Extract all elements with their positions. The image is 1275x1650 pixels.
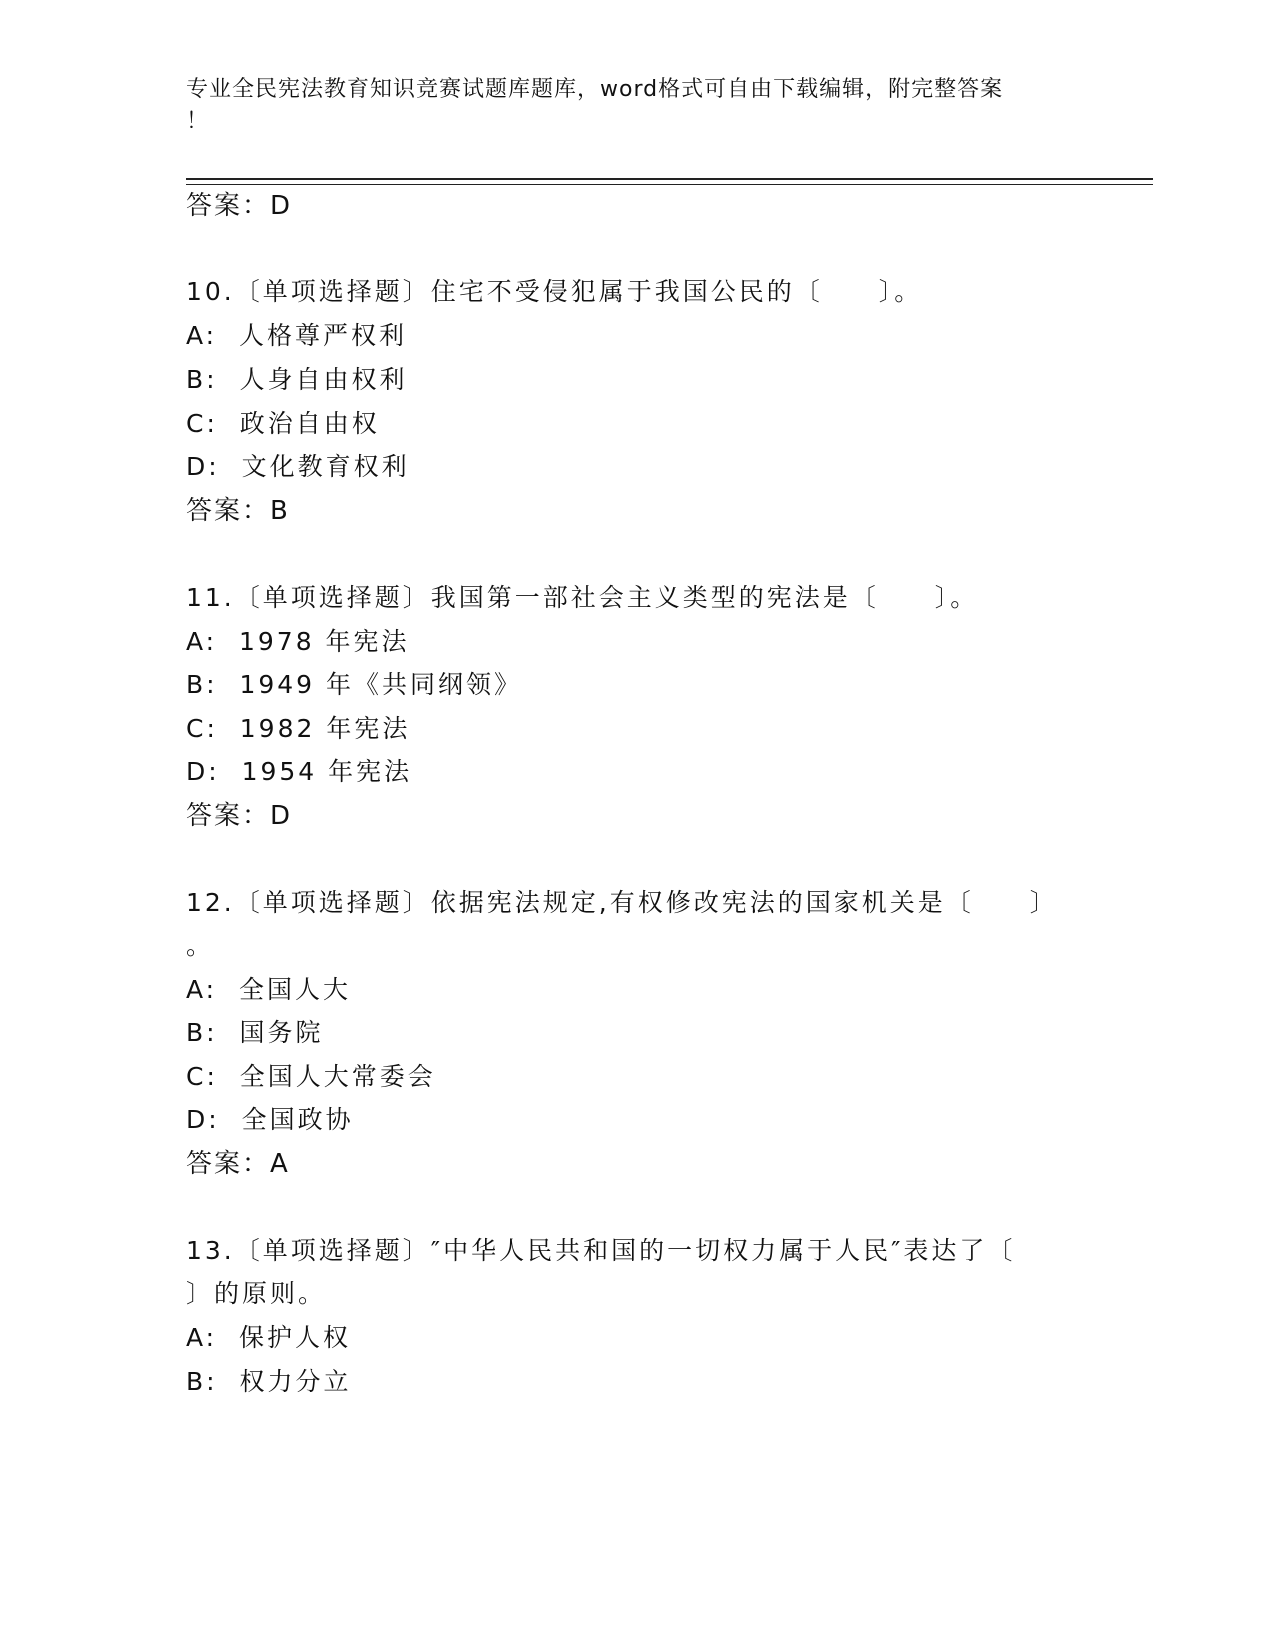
option-b: B: 1949 年《共同纲领》 (186, 670, 523, 699)
option-a: A: 人格尊严权利 (186, 321, 407, 350)
header-divider (186, 178, 1153, 180)
question-stem: 12.〔单项选择题〕依据宪法规定,有权修改宪法的国家机关是〔 〕 (186, 888, 1058, 917)
option-d: D: 1954 年宪法 (186, 757, 413, 786)
option-c: C: 1982 年宪法 (186, 714, 411, 743)
question-stem-continued: 〕的原则。 (186, 1279, 327, 1308)
header-line-1: 专业全民宪法教育知识竞赛试题库题库，word格式可自由下载编辑，附完整答案 (186, 77, 1004, 102)
question-stem: 10.〔单项选择题〕住宅不受侵犯属于我国公民的〔 〕。 (186, 277, 923, 306)
header-divider-thin (186, 184, 1153, 185)
option-c: C: 全国人大常委会 (186, 1062, 436, 1091)
option-a: A: 保护人权 (186, 1323, 351, 1352)
option-b: B: 权力分立 (186, 1367, 352, 1396)
option-d: D: 文化教育权利 (186, 452, 410, 481)
question-stem: 11.〔单项选择题〕我国第一部社会主义类型的宪法是〔 〕。 (186, 583, 979, 612)
previous-answer: 答案：D (186, 191, 293, 221)
option-d: D: 全国政协 (186, 1105, 354, 1134)
answer: 答案：D (186, 801, 293, 831)
option-b: B: 国务院 (186, 1018, 324, 1047)
question-stem-continued: 。 (186, 931, 215, 960)
option-a: A: 全国人大 (186, 975, 351, 1004)
option-b: B: 人身自由权利 (186, 365, 408, 394)
question-stem: 13.〔单项选择题〕″中华人民共和国的一切权力属于人民″表达了〔 (186, 1236, 1016, 1265)
header-line-2: ！ (186, 109, 210, 134)
answer: 答案：B (186, 496, 290, 526)
option-c: C: 政治自由权 (186, 409, 380, 438)
answer: 答案：A (186, 1149, 290, 1179)
option-a: A: 1978 年宪法 (186, 627, 410, 656)
